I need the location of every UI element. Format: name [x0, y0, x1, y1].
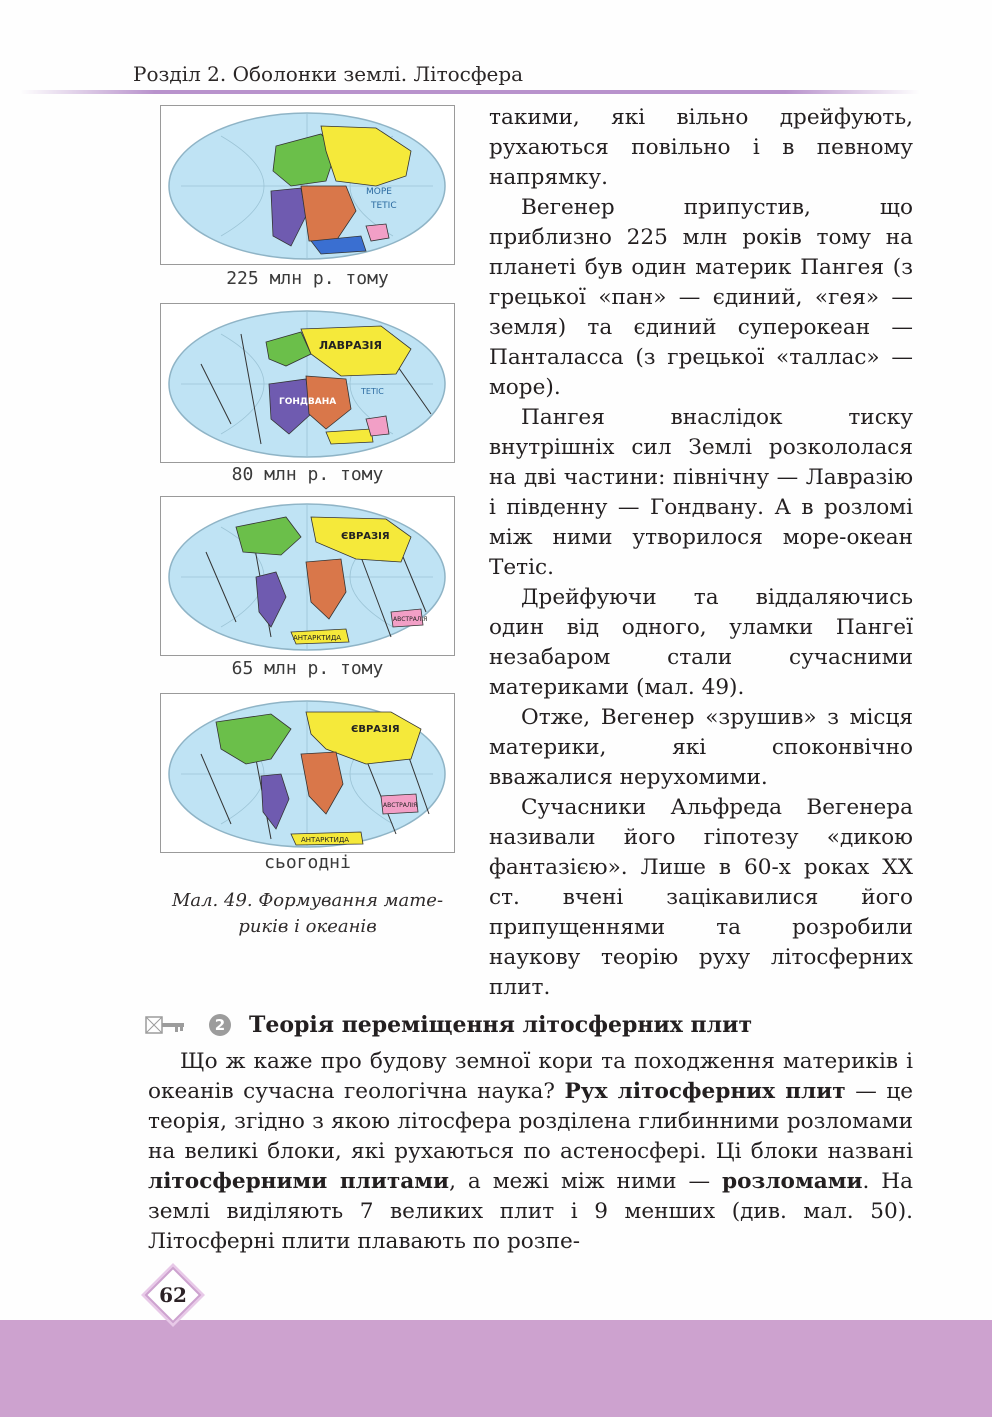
map-today	[160, 693, 455, 853]
section-number: 2	[209, 1014, 231, 1036]
col-paragraph-5: Отже, Вегенер «зрушив» з місця материки, які споконвічно вважалися нерухомими.	[489, 705, 913, 790]
map-label-225: 225 млн р. тому	[226, 268, 389, 289]
col-paragraph-1: такими, які вільно дрейфують, рухаються повільно і в певному напрямку.	[489, 105, 913, 190]
map-label-eurasia-today: ЄВРАЗІЯ	[351, 724, 400, 735]
term-plate-movement: Рух літосферних плит	[564, 1079, 846, 1104]
map-label-gondwana: ГОНДВАНА	[279, 397, 337, 407]
term-lithospheric-plates: літосферними плитами	[148, 1169, 450, 1194]
map-label-australia: АВСТРАЛІЯ	[393, 616, 428, 623]
map-80-million	[160, 303, 455, 463]
map-label-tethys: ТЕТІС	[371, 201, 397, 211]
body-paragraph	[148, 1047, 913, 1257]
right-column-text	[489, 103, 913, 1003]
map-label-antarctica-today: АНТАРКТИДА	[301, 836, 350, 844]
col-paragraph-6: Сучасники Альфреда Вегенера називали його гіпотезу «дикою фантазією». Лише в 60-х роках XX ст. вчені зацікавилися його припущеннями та розробили наукову теорію руху літосферних плит.	[489, 795, 913, 1000]
body-text-part: . На землі виділяють 7 великих плит і 9 менших (див. мал. 50). Літосферні плити плавають по розпе-	[148, 1169, 914, 1254]
key-icon	[145, 1014, 231, 1036]
header-rule	[20, 90, 920, 94]
section-title: Теорія переміщення літосферних плит	[249, 1012, 753, 1038]
body-text-part: Що ж каже про будову земної кори та походження материків і океанів сучасна геологічна наука?	[148, 1049, 913, 1104]
map-label-australia-today: АВСТРАЛІЯ	[383, 802, 418, 809]
map-225-million	[160, 105, 455, 265]
figure-caption	[150, 888, 465, 940]
map-label-today: сьогодні	[264, 852, 351, 873]
body-text-part: , а межі між ними —	[449, 1169, 723, 1194]
section-heading	[145, 1012, 752, 1038]
map-label-80: 80 млн р. тому	[231, 464, 384, 485]
col-paragraph-4: Дрейфуючи та віддаляючись один від одного, уламки Пангеї незабаром стали сучасними материками (мал. 49).	[489, 585, 913, 700]
caption-line-2: риків і океанів	[238, 916, 377, 937]
body-text	[148, 1047, 913, 1257]
term-faults: розломами	[722, 1169, 863, 1194]
map-label-sea: МОРЕ	[366, 187, 392, 197]
footer-band	[0, 1320, 992, 1417]
page-number: 62	[159, 1283, 187, 1307]
map-label-tethys-2: ТЕТІС	[361, 387, 384, 396]
running-header: Розділ 2. Оболонки землі. Літосфера	[133, 62, 524, 86]
col-paragraph-2: Вегенер припустив, що приблизно 225 млн років тому на планеті був один материк Пангея (з грецької «пан» — єдиний, «гея» — земля) та єдиний суперокеан — Панталасса (з грецької «таллас» — море).	[489, 195, 913, 400]
map-label-laurasia: ЛАВРАЗІЯ	[319, 339, 382, 352]
map-label-65: 65 млн р. тому	[231, 658, 384, 679]
map-label-eurasia: ЄВРАЗІЯ	[341, 531, 390, 542]
map-label-antarctica: АНТАРКТИДА	[293, 634, 342, 642]
col-paragraph-3: Пангея внаслідок тиску внутрішніх сил Землі розкололася на дві частини: північну — Лавразію і південну — Гондвану. А в розломі між ними утворилося море-океан Тетіс.	[489, 405, 913, 580]
map-65-million	[160, 496, 455, 656]
body-text-part: — це теорія, згідно з якою літосфера розділена глибинними розломами на великі блоки, які рухаються по астеносфері. Ці блоки названі	[148, 1079, 913, 1164]
caption-line-1: Мал. 49. Формування мате-	[171, 890, 444, 911]
